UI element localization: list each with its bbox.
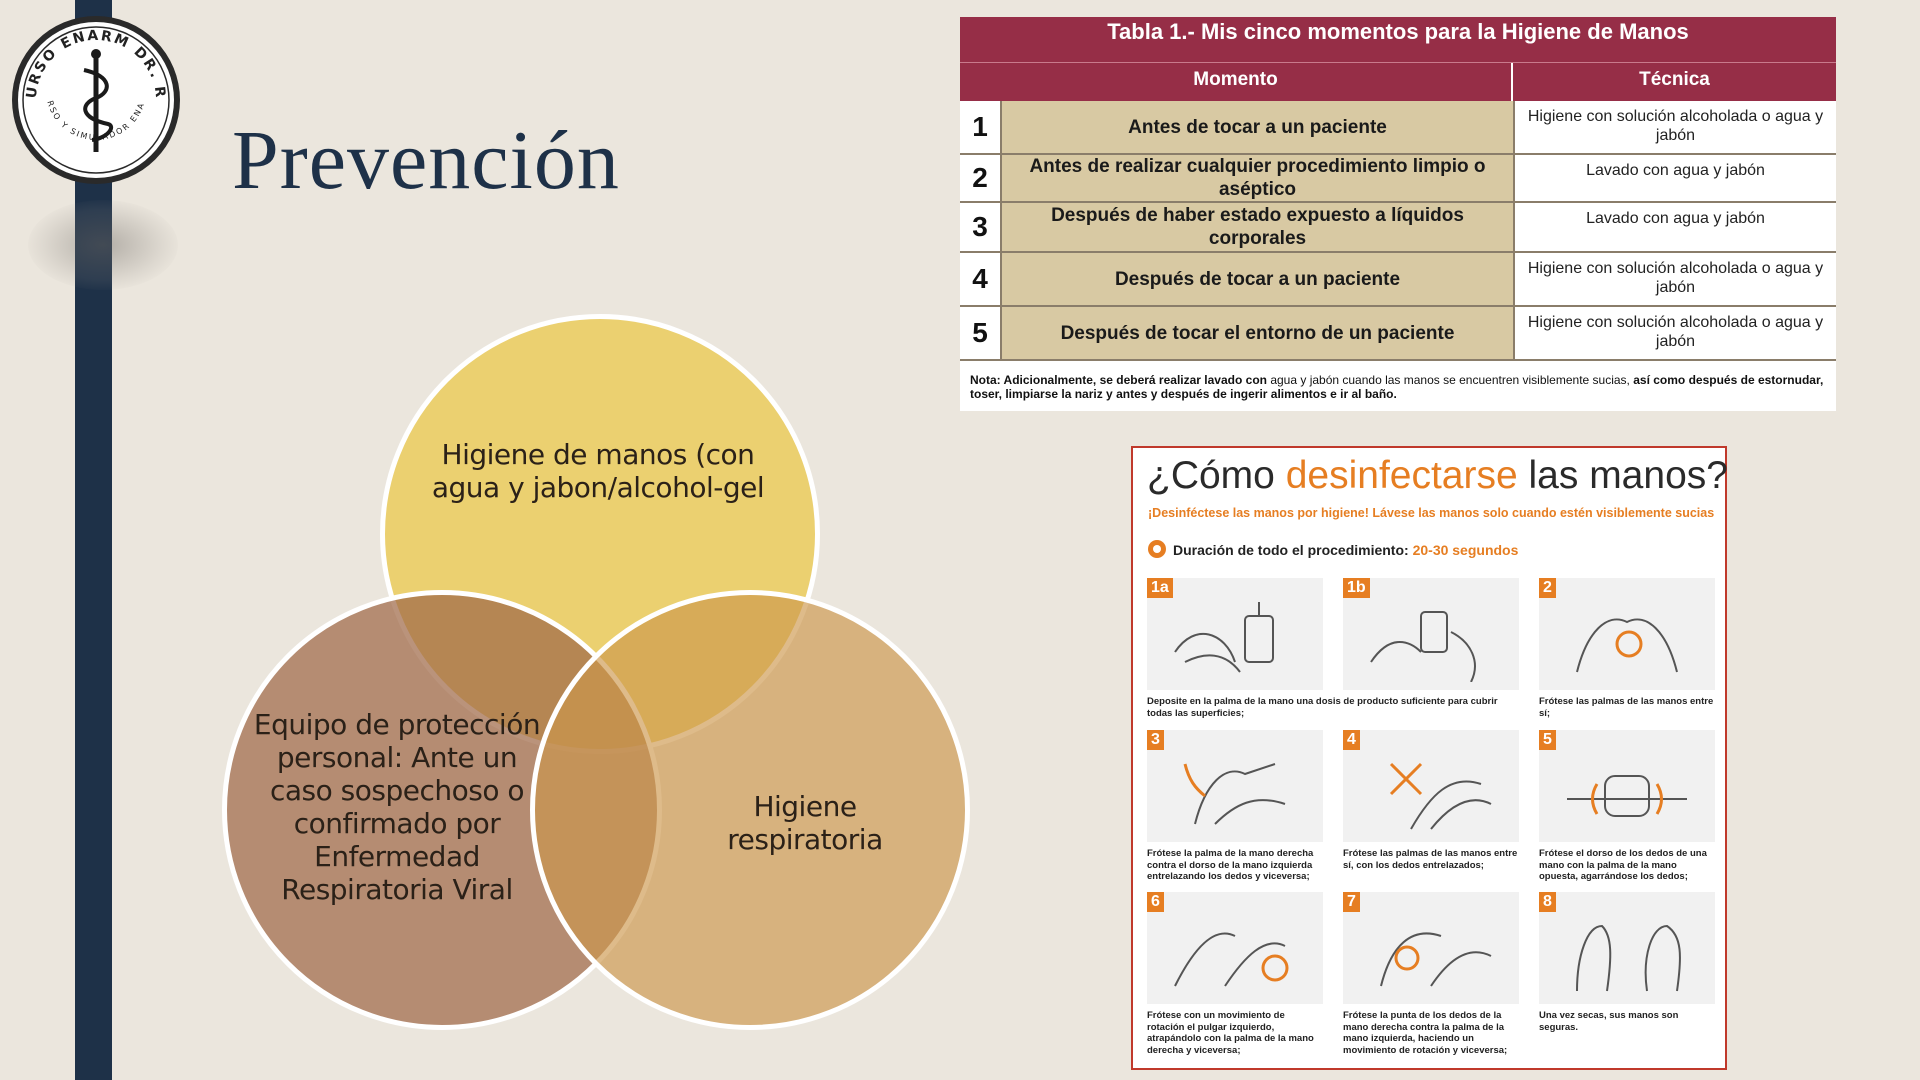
step-caption: Frótese la palma de la mano derecha contra el dorso de la mano izquierda entrelazando los dedos y viceversa; (1147, 848, 1314, 882)
step-illustration (1147, 578, 1323, 690)
step-illustration (1147, 892, 1323, 1004)
venn-label-hand-hygiene: Higiene de manos (con agua y jabon/alcohol-gel (431, 438, 765, 504)
step-badge: 6 (1147, 892, 1164, 912)
table-row (960, 307, 1836, 361)
step-caption: Frótese el dorso de los dedos de una mano con la palma de la mano opuesta, agarrándose los dedos; (1539, 848, 1707, 882)
row-number: 2 (960, 155, 1002, 201)
step-illustration (1539, 892, 1715, 1004)
duration-label: Duración de todo el procedimiento: (1173, 542, 1413, 558)
poster-title-b: las manos? (1517, 454, 1728, 497)
step-7 (1343, 892, 1519, 1056)
step-badge: 7 (1343, 892, 1360, 912)
svg-text:CURSO ENARM DR. RE: URSO ENARM DR. R (23, 27, 169, 100)
step-illustration (1539, 578, 1715, 690)
enarm-logo (8, 12, 184, 188)
poster-title-a: ¿Cómo (1147, 454, 1286, 497)
note-bold-end: así como después de estornudar, toser, limpiarse la nariz y antes y después de ingerir alimentos e ir al baño. (970, 373, 1824, 401)
col-header-momento: Momento (960, 63, 1513, 101)
bar-shadow (28, 200, 178, 290)
step-caption: Una vez secas, sus manos son seguras. (1539, 1010, 1679, 1033)
step-illustration (1539, 730, 1715, 842)
step-4 (1343, 730, 1519, 871)
step-2 (1539, 578, 1715, 719)
grip-fingers-icon (1557, 744, 1697, 834)
hand-disinfection-poster (1131, 446, 1727, 1070)
interlaced-fingers-icon (1361, 744, 1501, 834)
poster-title (1147, 454, 1728, 498)
row-number: 3 (960, 203, 1002, 251)
row-number: 1 (960, 101, 1002, 153)
row-momento: Después de tocar el entorno de un paciente (1002, 307, 1515, 359)
step-badge: 3 (1147, 730, 1164, 750)
row-tecnica: Higiene con solución alcoholada o agua y jabón (1527, 108, 1824, 144)
clean-hands-icon (1557, 906, 1697, 996)
table-title: Tabla 1.- Mis cinco momentos para la Higiene de Manos (960, 17, 1836, 62)
step-caption: Frótese las palmas de las manos entre sí, con los dedos entrelazados; (1343, 848, 1518, 871)
step-badge: 1b (1343, 578, 1370, 598)
step-3 (1147, 730, 1323, 883)
row-tecnica: Higiene con solución alcoholada o agua y jabón (1527, 260, 1824, 296)
palms-rub-icon (1557, 592, 1697, 682)
poster-duration (1173, 542, 1518, 558)
step-badge: 8 (1539, 892, 1556, 912)
step-illustration (1147, 730, 1323, 842)
step-caption: Frótese la punta de los dedos de la mano derecha contra la palma de la mano izquierda, haciendo un movimiento de rotación y viceversa; (1343, 1010, 1508, 1056)
table-row (960, 101, 1836, 155)
step-badge: 5 (1539, 730, 1556, 750)
col-header-tecnica: Técnica (1639, 69, 1710, 90)
step-1b (1343, 578, 1519, 696)
hand-dispenser-icon (1361, 592, 1501, 682)
step-5 (1539, 730, 1715, 883)
row-number: 4 (960, 253, 1002, 305)
note-plain: agua y jabón cuando las manos se encuentren visiblemente sucias, (1270, 373, 1630, 387)
table-row (960, 155, 1836, 203)
step-illustration (1343, 578, 1519, 690)
venn-label-ppe: Equipo de protección personal: Ante un caso sospechoso o confirmado por Enfermedad Respiratoria Viral (253, 708, 541, 906)
step-caption: Frótese las palmas de las manos entre sí; (1539, 696, 1714, 719)
row-momento: Antes de realizar cualquier procedimiento limpio o aséptico (1002, 155, 1515, 201)
thumb-rotation-icon (1165, 906, 1305, 996)
clock-icon (1148, 540, 1166, 558)
row-number: 5 (960, 307, 1002, 359)
step-badge: 1a (1147, 578, 1173, 598)
row-momento: Después de haber estado expuesto a líquidos corporales (1002, 203, 1515, 251)
fingertips-rotation-icon (1361, 906, 1501, 996)
step-caption: Frótese con un movimiento de rotación el pulgar izquierdo, atrapándolo con la palma de la mano derecha y viceversa; (1147, 1010, 1314, 1056)
hand-dispenser-icon (1165, 592, 1305, 682)
note-bold-start: Nota: Adicionalmente, se deberá realizar lavado con (970, 373, 1267, 387)
poster-subtitle: ¡Desinféctese las manos por higiene! Lávese las manos solo cuando estén visiblemente sucias (1148, 506, 1715, 520)
back-of-hand-rub-icon (1165, 744, 1305, 834)
table-header-row (960, 62, 1836, 101)
step-6 (1147, 892, 1323, 1056)
hand-hygiene-table (960, 17, 1836, 411)
duration-value: 20-30 segundos (1412, 542, 1519, 558)
table-note (960, 361, 1836, 411)
row-momento: Antes de tocar a un paciente (1002, 101, 1515, 153)
step-badge: 2 (1539, 578, 1556, 598)
step-illustration (1343, 730, 1519, 842)
slide-title: Prevención (232, 114, 620, 207)
venn-diagram (200, 300, 1000, 1060)
row-tecnica: Lavado con agua y jabón (1586, 210, 1765, 227)
step-caption: Deposite en la palma de la mano una dosis de producto suficiente para cubrir todas las superficies; (1147, 696, 1498, 719)
venn-label-respiratory: Higiene respiratoria (727, 790, 883, 856)
table-row (960, 253, 1836, 307)
poster-title-highlight: desinfectarse (1285, 454, 1518, 497)
step-illustration (1343, 892, 1519, 1004)
svg-text:CURSO Y SIMULADOR ENARM: RSO Y SIMULADOR ENA (45, 99, 147, 143)
step-badge: 4 (1343, 730, 1360, 750)
row-tecnica: Lavado con agua y jabón (1586, 162, 1765, 179)
row-tecnica: Higiene con solución alcoholada o agua y jabón (1527, 314, 1824, 350)
row-momento: Después de tocar a un paciente (1002, 253, 1515, 305)
step-8 (1539, 892, 1715, 1033)
table-row (960, 203, 1836, 253)
